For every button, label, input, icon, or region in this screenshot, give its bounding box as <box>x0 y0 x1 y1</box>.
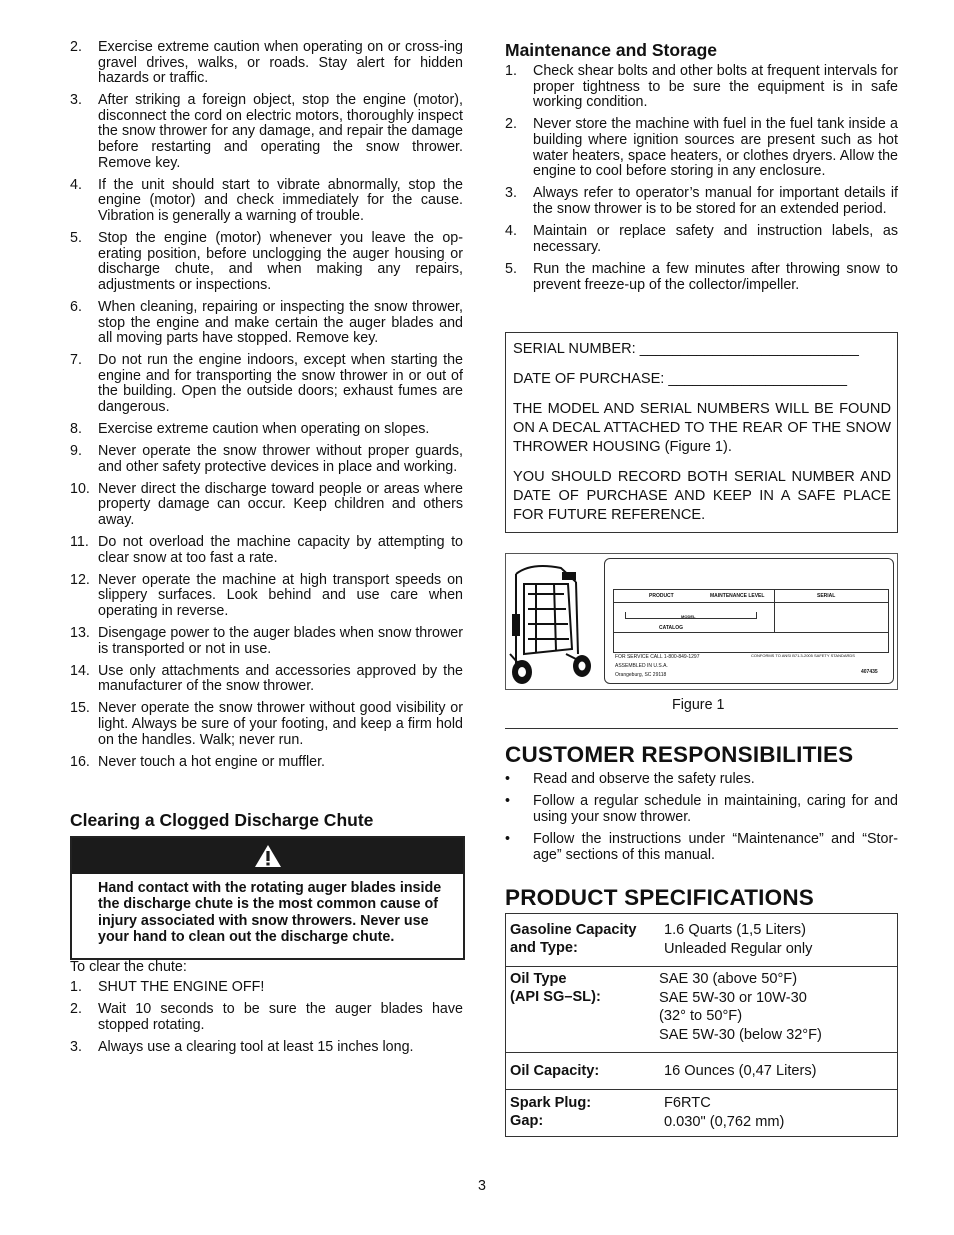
spec-row-oil-capacity <box>506 1053 897 1090</box>
item-number: 2. <box>505 116 517 133</box>
list-item <box>505 64 898 111</box>
item-text: Do not overload the machine capacity by attempting to clear snow at too fast a rate. <box>98 534 463 566</box>
serial-number-line: SERIAL NUMBER: ___________________________ <box>513 341 859 357</box>
oil-type-label-line1: Oil Type <box>510 971 567 987</box>
specifications-table <box>505 913 898 1137</box>
item-text: Check shear bolts and other bolts at frequent intervals for proper tightness to be sure the equipment is in safe working condition. <box>533 63 898 111</box>
warning-box <box>70 836 465 960</box>
list-item <box>70 535 463 566</box>
item-text: Never touch a hot engine or muffler. <box>98 753 326 770</box>
maintenance-list <box>505 64 898 300</box>
warning-banner <box>72 838 463 874</box>
item-text: Never direct the discharge toward people or areas where property damage can occur. Keep children and others away. <box>98 480 463 529</box>
spec-row-spark-plug <box>506 1090 897 1136</box>
item-number: 8. <box>70 421 82 438</box>
spark-plug-label <box>510 1094 591 1130</box>
gasoline-label-line2: and Type: <box>510 940 578 956</box>
item-text: Never operate the snow thrower without good visibility or light. Always be sure of your footing, and keep a firm hold on the handles. Walk; never run. <box>98 700 463 748</box>
record-advice-text: YOU SHOULD RECORD BOTH SERIAL NUMBER AND DATE OF PURCHASE AND KEEP IN A SAFE PLACE FOR FUTURE REFERENCE. <box>513 469 891 523</box>
bullet-item <box>505 772 898 788</box>
item-number: 1. <box>505 63 517 79</box>
item-number: 3. <box>70 92 82 109</box>
item-number: 10. <box>70 480 90 497</box>
item-number: 1. <box>70 979 82 995</box>
item-number: 3. <box>505 185 517 202</box>
clear-steps-list <box>70 980 463 1062</box>
item-number: 4. <box>70 176 82 193</box>
item-number: 15. <box>70 700 90 717</box>
bullet-text: Follow the instructions under “Maintenance” and “Stor-age” sections of this manual. <box>533 830 898 863</box>
item-text: Use only attachments and accessories approved by the manufacturer of the snow thrower. <box>98 662 463 695</box>
decal-assembled-text: ASSEMBLED IN U.S.A. <box>615 663 668 669</box>
spec-row-gasoline <box>506 914 897 967</box>
gasoline-value <box>664 921 812 958</box>
item-number: 11. <box>70 534 89 551</box>
maintenance-heading: Maintenance and Storage <box>505 40 717 60</box>
snow-thrower-illustration <box>506 554 606 689</box>
item-text: Run the machine a few minutes after throwing snow to prevent freeze-up of the collector/impeller. <box>533 260 898 293</box>
safety-rules-list <box>70 40 463 777</box>
bullet-icon: • <box>505 793 511 810</box>
oil-type-value-line2: SAE 5W-30 or 10W-30 <box>659 989 807 1006</box>
bullet-icon: • <box>505 771 511 787</box>
customer-responsibilities-heading: CUSTOMER RESPONSIBILITIES <box>505 742 854 767</box>
item-number: 3. <box>70 1038 82 1055</box>
item-number: 5. <box>505 260 517 277</box>
list-item <box>70 300 463 347</box>
oil-type-value-line4: SAE 5W-30 (below 32°F) <box>659 1026 822 1043</box>
serial-record-box <box>505 332 898 533</box>
gasoline-label <box>510 921 637 957</box>
oil-type-value-line3: (32° to 50°F) <box>659 1008 743 1025</box>
item-number: 13. <box>70 625 90 642</box>
oil-type-value-line1: SAE 30 (above 50°F) <box>659 971 798 987</box>
warning-text: Hand contact with the rotating auger blades inside the discharge chute is the most common cause of injury associated with snow throwers. Never use your hand to clean out the discharge chute. <box>98 880 442 945</box>
item-text: Never store the machine with fuel in the fuel tank inside a building where ignition sources are present such as hot water heaters, space heaters, or clothes dryers. Allow the engine to cool before storing in any enclosure. <box>533 116 898 180</box>
spark-plug-label-line1: Spark Plug: <box>510 1095 592 1111</box>
item-number: 9. <box>70 443 82 460</box>
item-text: Never operate the snow thrower without proper guards, and other safety protective devices in place and working. <box>98 443 463 475</box>
list-item <box>70 444 463 475</box>
list-item <box>505 224 898 255</box>
oil-capacity-label: Oil Capacity: <box>510 1063 600 1079</box>
spark-plug-value-line1: F6RTC <box>664 1095 711 1111</box>
item-text: Do not run the engine indoors, except when starting the engine and for transporting the snow thrower in or out of the building. Open the outside doors; exhaust fumes are dangerous. <box>98 352 463 415</box>
list-item <box>70 422 463 438</box>
item-text: Exercise extreme caution when operating on slopes. <box>98 421 430 438</box>
list-item <box>70 93 463 171</box>
oil-type-label-line2: (API SG–SL): <box>510 989 601 1005</box>
item-text: Wait 10 seconds to be sure the auger blades have stopped rotating. <box>98 1001 463 1033</box>
item-text: Stop the engine (motor) whenever you leave the op-erating position, before unclogging the auger housing or discharge chute, and when making any repairs, adjustments or inspections. <box>98 230 463 293</box>
decal-serial-label: SERIAL <box>817 593 836 599</box>
spark-plug-label-line2: Gap: <box>510 1113 544 1129</box>
decal-service-text: FOR SERVICE CALL 1-800-849-1297 <box>615 654 700 660</box>
decal-city-text: Orangeburg, SC 29118 <box>615 672 667 678</box>
item-text: Never operate the machine at high transport speeds on slippery surfaces. Look behind and use care when operating in reverse. <box>98 571 463 619</box>
item-number: 5. <box>70 230 82 247</box>
list-item <box>505 117 898 179</box>
list-item <box>70 664 463 695</box>
item-text: After striking a foreign object, stop the engine (motor), disconnect the cord on electric motors, thoroughly inspect the snow thrower for any damage, and repair the damage before restarting and operating the snow thrower. Remove key. <box>98 92 463 171</box>
figure-1 <box>505 553 898 690</box>
item-number: 6. <box>70 298 82 315</box>
decal-product-label: PRODUCT <box>649 593 674 599</box>
item-text: SHUT THE ENGINE OFF! <box>98 979 265 995</box>
model-serial-decal <box>604 558 894 684</box>
bullet-icon: • <box>505 830 511 847</box>
decal-conforms-text: CONFORMS TO ANSI B71.3-2005 SAFETY STANDARDS <box>751 653 855 658</box>
date-of-purchase-line: DATE OF PURCHASE: ______________________ <box>513 371 847 387</box>
item-number: 2. <box>70 39 82 55</box>
oil-type-value <box>659 970 822 1044</box>
gasoline-value-line1: 1.6 Quarts (1,5 Liters) <box>664 922 806 938</box>
item-text: When cleaning, repairing or inspecting the snow thrower, stop the engine and make certain the auger blades and all moving parts have stopped. Remove key. <box>98 298 463 347</box>
serial-location-text: THE MODEL AND SERIAL NUMBERS WILL BE FOUND ON A DECAL ATTACHED TO THE REAR OF THE SNOW THROWER HOUSING (Figure 1). <box>513 401 891 455</box>
item-number: 12. <box>70 571 90 588</box>
list-item <box>70 1040 463 1056</box>
list-item <box>70 178 463 225</box>
list-item <box>70 573 463 620</box>
item-number: 2. <box>70 1001 82 1018</box>
gasoline-value-line2: Unleaded Regular only <box>664 940 813 957</box>
warning-icon <box>253 843 283 869</box>
list-item <box>70 231 463 293</box>
spark-plug-value-line2: 0.030" (0,762 mm) <box>664 1113 785 1130</box>
clog-heading: Clearing a Clogged Discharge Chute <box>70 810 374 830</box>
bullet-text: Read and observe the safety rules. <box>533 771 755 787</box>
spark-plug-value <box>664 1094 784 1131</box>
list-item <box>505 262 898 293</box>
list-item <box>70 626 463 657</box>
oil-type-label <box>510 970 601 1006</box>
to-clear-text: To clear the chute: <box>70 959 187 975</box>
item-number: 14. <box>70 662 90 679</box>
decal-catalog-label: CATALOG <box>659 625 683 631</box>
list-item <box>70 980 463 996</box>
item-text: Always use a clearing tool at least 15 inches long. <box>98 1038 414 1055</box>
list-item <box>70 701 463 748</box>
item-text: If the unit should start to vibrate abnormally, stop the engine (motor) and check immediately for the cause. Vibration is generally a warning of trouble. <box>98 176 463 224</box>
list-item <box>70 1002 463 1033</box>
customer-responsibilities-list <box>505 772 898 870</box>
bullet-item <box>505 794 898 825</box>
list-item <box>70 755 463 771</box>
spec-row-oil-type <box>506 967 897 1053</box>
item-text: Exercise extreme caution when operating on or cross-ing gravel drives, walks, or roads. Stay alert for hidden hazards or traffic. <box>98 39 463 87</box>
section-divider <box>505 728 898 729</box>
list-item <box>505 186 898 217</box>
bullet-text: Follow a regular schedule in maintaining, caring for and using your snow thrower. <box>533 793 898 825</box>
decal-model-label: MODEL <box>681 614 696 619</box>
item-number: 4. <box>505 223 517 240</box>
item-text: Maintain or replace safety and instruction labels, as necessary. <box>533 223 898 255</box>
gasoline-label-line1: Gasoline Capacity <box>510 922 637 938</box>
item-number: 16. <box>70 753 90 770</box>
item-number: 7. <box>70 352 82 369</box>
list-item <box>70 353 463 415</box>
decal-maintenance-label: MAINTENANCE LEVEL <box>710 593 765 599</box>
oil-capacity-value: 16 Ounces (0,47 Liters) <box>664 1063 817 1079</box>
decal-code: 407435 <box>861 669 878 675</box>
item-text: Always refer to operator’s manual for important details if the snow thrower is to be stored for an extended period. <box>533 185 898 217</box>
list-item <box>70 482 463 529</box>
item-text: Disengage power to the auger blades when snow thrower is transported or not in use. <box>98 625 463 657</box>
figure-caption: Figure 1 <box>672 697 725 713</box>
product-specifications-heading: PRODUCT SPECIFICATIONS <box>505 885 814 910</box>
list-item <box>70 40 463 87</box>
bullet-item <box>505 832 898 863</box>
page-number: 3 <box>478 1178 486 1194</box>
